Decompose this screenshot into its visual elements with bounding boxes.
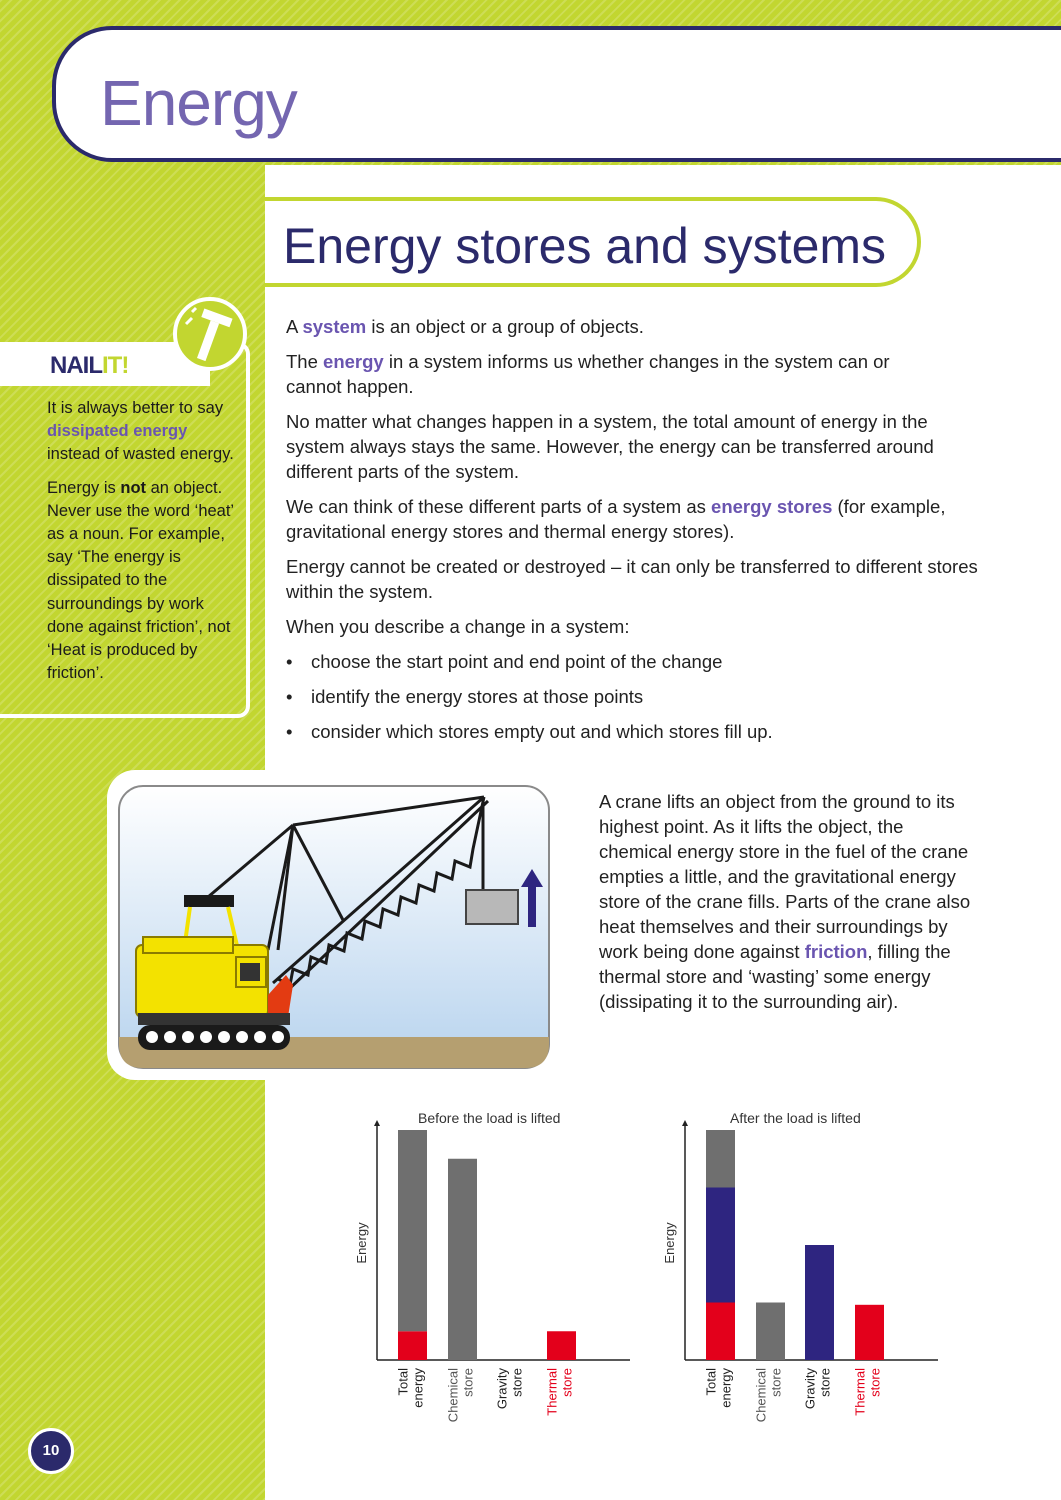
nail-it-paragraph-2: Energy is not an object. Never use the word ‘heat’ as a noun. For example, say ‘The energy is dissipated to the surroundings by work done against friction’, not ‘Heat is produced by friction’. — [47, 478, 234, 683]
up-arrow — [528, 885, 536, 927]
x-tick-label: energy — [718, 1368, 734, 1408]
body-paragraph-4: We can think of these different parts of a system as energy stores (for example, gravitational energy stores and thermal energy stores). — [286, 496, 946, 542]
body-paragraph-1: A system is an object or a group of objects. — [286, 316, 644, 337]
chart-title: After the load is lifted — [730, 1110, 861, 1126]
x-tick-label: Chemical — [445, 1368, 461, 1423]
x-tick-label: store — [460, 1368, 476, 1397]
nail-it-title: NAILIT! — [50, 352, 129, 379]
chart-after — [648, 1100, 938, 1440]
hammer-icon — [172, 296, 248, 372]
x-tick-label: Gravity — [494, 1368, 510, 1410]
page-number: 10 — [28, 1428, 74, 1474]
body-paragraph-6: When you describe a change in a system: — [286, 616, 630, 637]
y-axis-label: Energy — [354, 1222, 369, 1264]
nail-it-text — [47, 397, 243, 695]
crane-illustration — [118, 785, 550, 1069]
section-title: Energy stores and systems — [283, 218, 887, 274]
list-item: • identify the energy stores at those points — [286, 684, 986, 709]
x-tick-label: Total — [703, 1368, 719, 1396]
load-block — [466, 890, 518, 924]
bar-segment-chemical — [756, 1303, 785, 1361]
body-paragraph-2: The energy in a system informs us whether changes in the system can or cannot happen. — [286, 351, 890, 397]
main-body-text — [286, 314, 986, 754]
x-tick-label: Chemical — [753, 1368, 769, 1423]
x-tick-label: Gravity — [802, 1368, 818, 1410]
nail-icon-badge — [172, 296, 248, 372]
chart-title: Before the load is lifted — [418, 1110, 561, 1126]
x-tick-label: energy — [410, 1368, 426, 1408]
bar-segment-thermal — [706, 1303, 735, 1361]
nail-it-paragraph-1: It is always better to say dissipated energy instead of wasted energy. — [47, 399, 234, 464]
crane-description: A crane lifts an object from the ground to its highest point. As it lifts the object, the chemical energy store in the fuel of the crane empties a little, and the gravitational energy store of the crane fills. Parts of the crane also heat themselves and their surroundings by work being done against friction, filling the thermal store and ‘wasting’ some energy (dissipating it to the surrounding air). — [599, 791, 971, 1012]
body-paragraph-5: Energy cannot be created or destroyed – it can only be transferred to different stores within the system. — [286, 556, 978, 602]
list-item: • consider which stores empty out and which stores fill up. — [286, 719, 986, 744]
x-tick-label: Total — [395, 1368, 411, 1396]
list-item: • choose the start point and end point of the change — [286, 649, 986, 674]
x-tick-label: store — [559, 1368, 575, 1397]
chart-before — [340, 1100, 630, 1440]
x-tick-label: Thermal — [852, 1368, 868, 1416]
section-title-banner — [265, 197, 921, 287]
x-tick-label: store — [817, 1368, 833, 1397]
x-tick-label: store — [867, 1368, 883, 1397]
y-axis-arrow — [682, 1120, 688, 1126]
x-tick-label: Thermal — [544, 1368, 560, 1416]
y-axis-arrow — [374, 1120, 380, 1126]
bar-segment-thermal — [547, 1331, 576, 1360]
x-tick-label: store — [768, 1368, 784, 1397]
bar-segment-gravity — [805, 1245, 834, 1360]
y-axis-label: Energy — [662, 1222, 677, 1264]
chart-after-svg — [648, 1100, 938, 1440]
bullet-list — [286, 649, 986, 744]
chart-before-svg — [340, 1100, 630, 1440]
chapter-title-banner — [52, 26, 1061, 162]
bar-segment-thermal — [855, 1305, 884, 1360]
bar-segment-chemical — [398, 1130, 427, 1331]
bar-segment-chemical — [448, 1159, 477, 1360]
chapter-title: Energy — [100, 67, 297, 139]
body-paragraph-3: No matter what changes happen in a system, the total amount of energy in the system always stays the same. However, the energy can be transferred around different parts of the system. — [286, 411, 934, 482]
x-tick-label: store — [509, 1368, 525, 1397]
bar-segment-thermal — [398, 1331, 427, 1360]
bar-segment-chemical — [706, 1130, 735, 1188]
bar-segment-gravity — [706, 1188, 735, 1303]
